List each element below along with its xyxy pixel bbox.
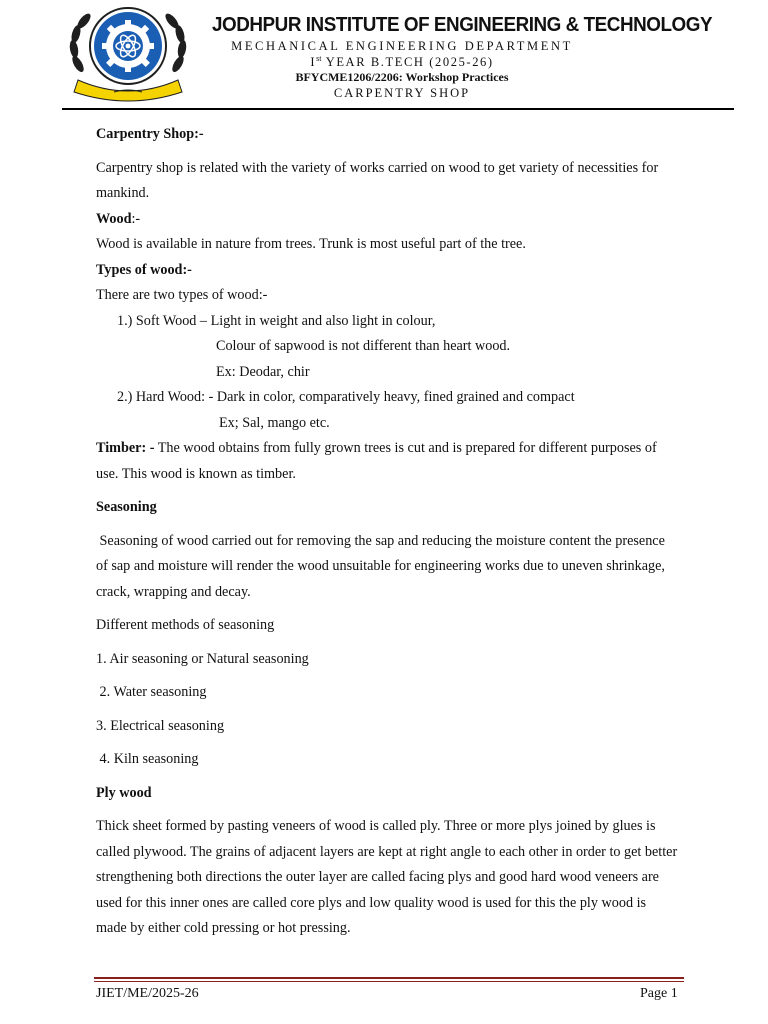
soft-wood-line-2: Colour of sapwood is not different than heart wood. xyxy=(216,338,511,354)
types-heading: Types of wood:- xyxy=(96,261,192,278)
footer-doc-id: JIET/ME/2025-26 xyxy=(96,986,199,1001)
method-item-3: 3. Electrical seasoning xyxy=(96,717,225,734)
method-item-2: 2. Water seasoning xyxy=(96,684,207,700)
footer-divider-thick xyxy=(94,977,684,979)
page-header xyxy=(0,0,768,112)
types-intro: There are two types of wood:- xyxy=(96,287,268,303)
wood-heading-line xyxy=(96,207,678,233)
department-line: MECHANICAL ENGINEERING DEPARTMENT xyxy=(231,39,573,53)
hard-wood-line-2: Ex; Sal, mango etc. xyxy=(219,414,330,431)
wood-text: Wood is available in nature from trees. Trunk is most useful part of the tree. xyxy=(96,236,526,252)
method-item-1: 1. Air seasoning or Natural seasoning xyxy=(96,650,309,667)
seasoning-text-line-1: Seasoning of wood carried out for removing the sap and reducing the moisture content the presence xyxy=(96,532,665,549)
carpentry-text-line-1: Carpentry shop is related with the variety of works carried on wood to get variety of necessities for xyxy=(96,159,659,176)
timber-line-2: use. This wood is known as timber. xyxy=(96,465,296,482)
plywood-line-4: used for this inner ones are called core plys and low quality wood is used for this the ply wood is xyxy=(96,894,647,911)
footer-page-number: Page 1 xyxy=(640,986,678,1001)
carpentry-text-line-2: mankind. xyxy=(96,185,150,201)
seasoning-text-line-2: of sap and moisture will render the wood unsuitable for engineering works due to uneven shrinkage, xyxy=(96,558,665,574)
wood-heading: Wood xyxy=(96,210,132,227)
methods-intro: Different methods of seasoning xyxy=(96,617,275,633)
institute-title: JODHPUR INSTITUTE OF ENGINEERING & TECHNOLOGY xyxy=(212,13,713,36)
seasoning-text-line-3: crack, wrapping and decay. xyxy=(96,583,251,600)
shop-line: CARPENTRY SHOP xyxy=(333,86,471,100)
page-body xyxy=(96,122,678,942)
carpentry-heading: Carpentry Shop:- xyxy=(96,126,204,142)
hard-wood-line-1: 2.) Hard Wood: - Dark in color, comparatively heavy, fined grained and compact xyxy=(117,389,575,405)
plywood-line-3: strengthening both directions the outer layer are called facing plys and good hard wood veneers are xyxy=(96,869,659,885)
plywood-line-1: Thick sheet formed by pasting veneers of wood is called ply. Three or more plys joined by glues is xyxy=(96,818,656,834)
year-line xyxy=(212,54,592,70)
plywood-line-2: called plywood. The grains of adjacent layers are kept at right angle to each other in order to get better xyxy=(96,843,678,860)
header-divider xyxy=(62,108,734,110)
timber-text-1: The wood obtains from fully grown trees is cut and is prepared for different purposes of xyxy=(154,440,657,456)
year-prefix: I xyxy=(310,55,317,70)
plywood-line-5: made by either cold pressing or hot pressing. xyxy=(96,920,351,936)
timber-line-1 xyxy=(96,436,678,462)
institute-logo xyxy=(64,4,192,104)
year-superscript: st xyxy=(316,54,322,63)
course-line: BFYCME1206/2206: Workshop Practices xyxy=(295,70,509,84)
method-item-4: 4. Kiln seasoning xyxy=(96,751,199,767)
soft-wood-line-3: Ex: Deodar, chir xyxy=(216,363,310,380)
soft-wood-line-1: 1.) Soft Wood – Light in weight and also light in colour, xyxy=(117,312,436,329)
footer-divider-thin xyxy=(94,981,684,982)
wood-heading-suffix: :- xyxy=(131,210,141,227)
plywood-heading: Ply wood xyxy=(96,784,152,801)
timber-label: Timber: - xyxy=(96,440,155,456)
year-rest: YEAR B.TECH (2025-26) xyxy=(321,55,494,70)
seasoning-heading: Seasoning xyxy=(96,499,157,515)
